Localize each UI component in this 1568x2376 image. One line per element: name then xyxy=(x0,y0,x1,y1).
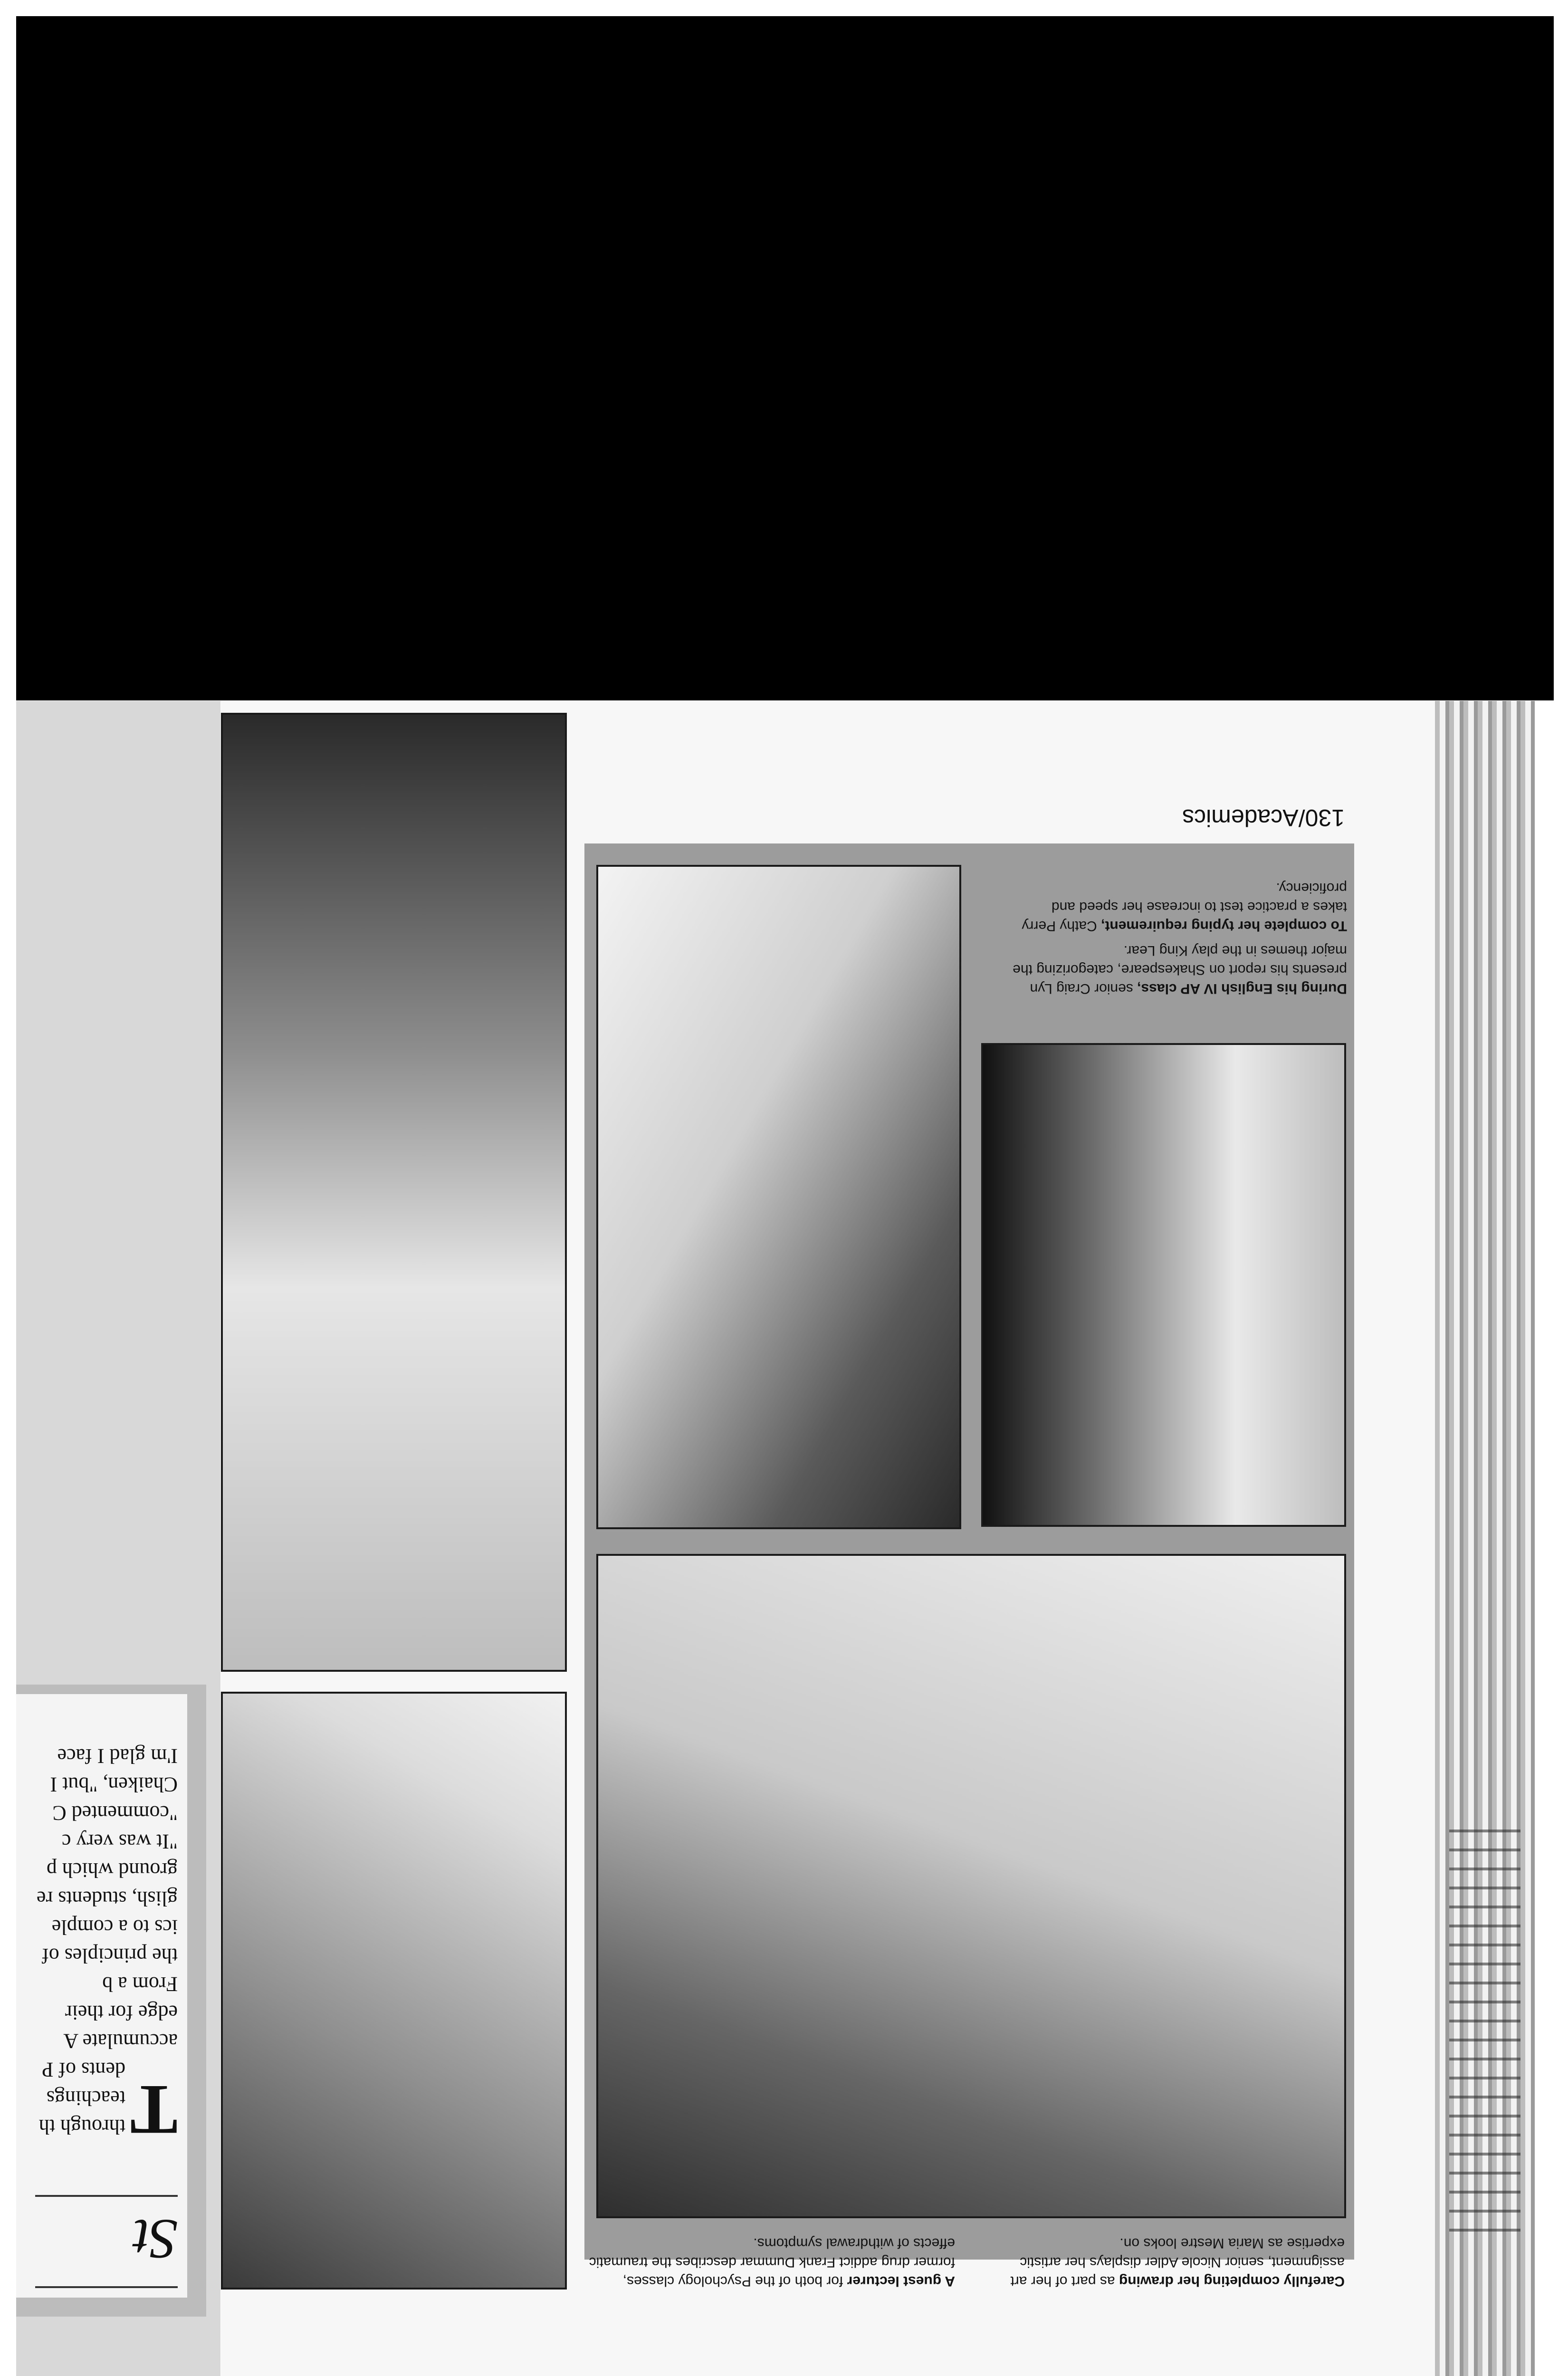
story-line: glish, students re xyxy=(37,1887,178,1910)
story-line: dents of P xyxy=(41,2058,125,2081)
story-dropcap: T xyxy=(130,2070,178,2149)
story-line: "commented C xyxy=(52,1801,178,1825)
binding-marks xyxy=(1449,1830,1520,2238)
story-line: Chaiken, "but I xyxy=(50,1773,178,1796)
caption-lecturer xyxy=(584,2229,955,2290)
story-line: From a b xyxy=(102,1973,178,1996)
caption-craig-lead: During his English IV AP class, xyxy=(1137,981,1347,996)
story-body xyxy=(21,1742,178,2149)
nicole-adler-photo xyxy=(596,1554,1346,2218)
story-title: St xyxy=(133,2208,178,2271)
story-line: accumulate A xyxy=(63,2030,178,2053)
caption-cathy-text xyxy=(986,878,1347,935)
story-column xyxy=(16,1694,187,2298)
story-line: ground which p xyxy=(46,1859,178,1882)
caption-nicole-body: as part of her art assignment, senior Nicole Adler displays her artistic expertise as Maria Mestre looks on. xyxy=(1010,2235,1345,2289)
title-rule-top xyxy=(35,2286,178,2288)
story-line: "It was very c xyxy=(62,1830,178,1853)
black-background-band xyxy=(16,16,1554,700)
caption-cathy-lead: To complete her typing requirement, xyxy=(1101,918,1347,934)
story-line: ics to a comple xyxy=(51,1916,178,1939)
caption-lecturer-body: for both of the Psychology classes, former drug addict Frank Dummar describes the traumatic effects of withdrawal symptoms. xyxy=(589,2235,955,2289)
story-line: teachings xyxy=(46,2087,125,2110)
cathy-perry-photo xyxy=(596,865,961,1529)
caption-nicole xyxy=(965,2229,1345,2290)
story-line: I'm glad I face xyxy=(57,1744,178,1768)
caption-nicole-lead: Carefully completing her drawing xyxy=(1119,2273,1345,2289)
caption-cathy-body: Cathy Perry takes a practice test to increase her speed and proficiency. xyxy=(1022,880,1347,934)
page-folio: 130/Academics xyxy=(1182,805,1345,831)
folio-wrap xyxy=(1117,789,1345,832)
frank-dummar-photo xyxy=(221,1692,567,2290)
title-rule-bottom xyxy=(35,2195,178,2197)
caption-craig xyxy=(986,870,1347,998)
caption-lecturer-lead: A guest lecturer xyxy=(847,2273,955,2289)
story-title-block xyxy=(26,2195,178,2288)
craig-lyn-photo xyxy=(981,1043,1346,1527)
caption-craig-body: senior Craig Lyn presents his report on Shakespeare, categorizing the major themes in the play King Lear. xyxy=(1013,943,1347,996)
story-line: the principles of xyxy=(42,1944,178,1967)
caption-craig-text xyxy=(986,941,1347,998)
story-line: through th xyxy=(38,2115,125,2138)
spread-photo xyxy=(221,713,567,1672)
story-line: edge for their xyxy=(65,2001,178,2024)
